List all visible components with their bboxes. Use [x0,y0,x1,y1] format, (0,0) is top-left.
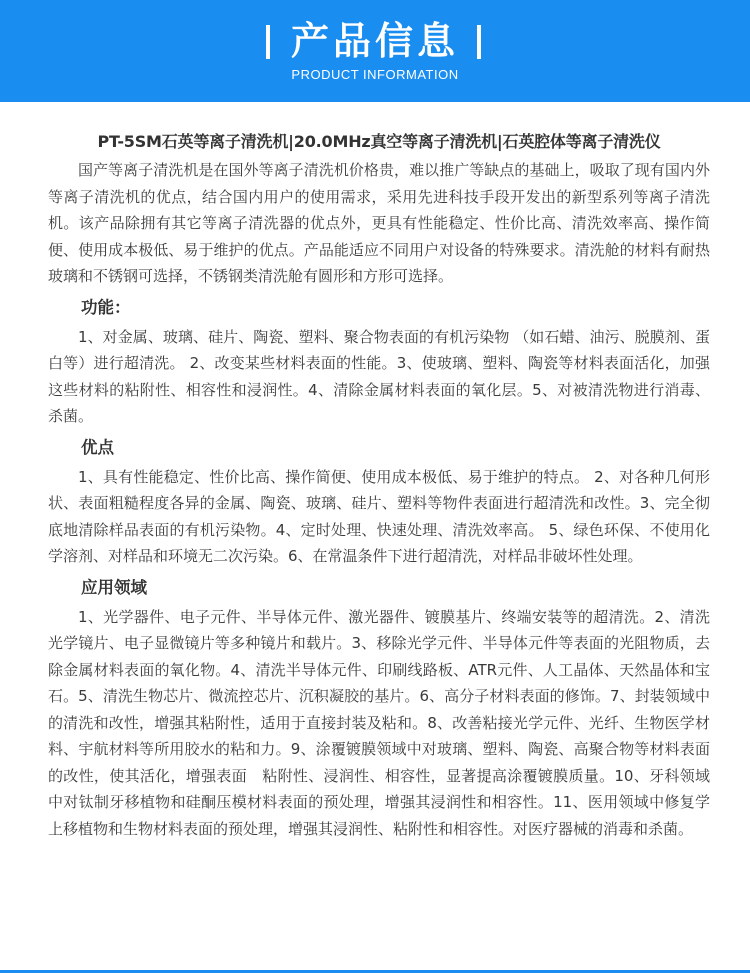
advantages-body: 1、具有性能稳定、性价比高、操作简便、使用成本极低、易于维护的特点。 2、对各种几何形状、表面粗糙程度各异的金属、陶瓷、玻璃、硅片、塑料等物件表面进行超清洗和改性。3、完全彻底地清除样品表面的有机污染物。4、定时处理、快速处理、清洗效率高。 5、绿色环保、不使用化学溶剂、对样品和环境无二次污染。6、在常温条件下进行超清洗，对样品非破坏性处理。 [48,467,710,565]
product-heading: PT-5SM石英等离子清洗机|20.0MHz真空等离子清洗机|石英腔体等离子清洗仪 [97,132,661,151]
applications-title: 应用领域 [81,577,147,597]
function-title: 功能： [81,297,131,317]
applications-body: 1、光学器件、电子元件、半导体元件、激光器件、镀膜基片、终端安装等的超清洗。2、清洗光学镜片、电子显微镜片等多种镜片和载片。3、移除光学元件、半导体元件等表面的光阻物质，去除金属材料表面的氧化物。4、清洗半导体元件、印刷线路板、ATR元件、人工晶体、天然晶体和宝石。5、清洗生物芯片、微流控芯片、沉积凝胶的基片。6、高分子材料表面的修饰。7、封装领域中的清洗和改性，增强其粘附性，适用于直接封装及粘和。8、改善粘接光学元件、光纤、生物医学材料、宇航材料等所用胶水的粘和力。9、涂覆镀膜领域中对玻璃、塑料、陶瓷、高聚合物等材料表面的改性，使其活化，增强表面 粘附性、浸润性、相容性，显著提高涂覆镀膜质量。10、牙科领域中对钛制牙移植物和硅酮压模材料表面的预处理，增强其浸润性和相容性。11、医用领域中修复学上移植物和生物材料表面的预处理，增强其浸润性、粘附性和相容性。对医疗器械的消毒和杀菌。 [48,607,710,838]
page-title: 产品信息 [290,19,459,63]
title-divider-right [477,25,481,59]
header-banner [0,0,750,102]
product-intro: 国产等离子清洗机是在国外等离子清洗机价格贵，难以推广等缺点的基础上，吸取了现有国内外等离子清洗机的优点，结合国内用户的使用需求，采用先进科技手段开发出的新型系列等离子清洗机。该产品除拥有其它等离子清洗器的优点外，更具有性能稳定、性价比高、清洗效率高、操作简便、使用成本极低、易于维护的优点。产品能适应不同用户对设备的特殊要求。清洗舱的材料有耐热玻璃和不锈钢可选择，不锈钢类清洗舱有圆形和方形可选择。 [48,161,710,285]
page-subtitle: PRODUCT INFORMATION [291,67,459,82]
function-body: 1、对金属、玻璃、硅片、陶瓷、塑料、聚合物表面的有机污染物 （如石蜡、油污、脱膜剂、蛋白等）进行超清洗。 2、改变某些材料表面的性能。3、使玻璃、塑料、陶瓷等材料表面活化，加强这些材料的粘附性、相容性和浸润性。4、清除金属材料表面的氧化层。5、对被清洗物进行消毒、杀菌。 [48,327,710,425]
advantages-title: 优点 [81,437,114,457]
product-content [48,128,710,842]
